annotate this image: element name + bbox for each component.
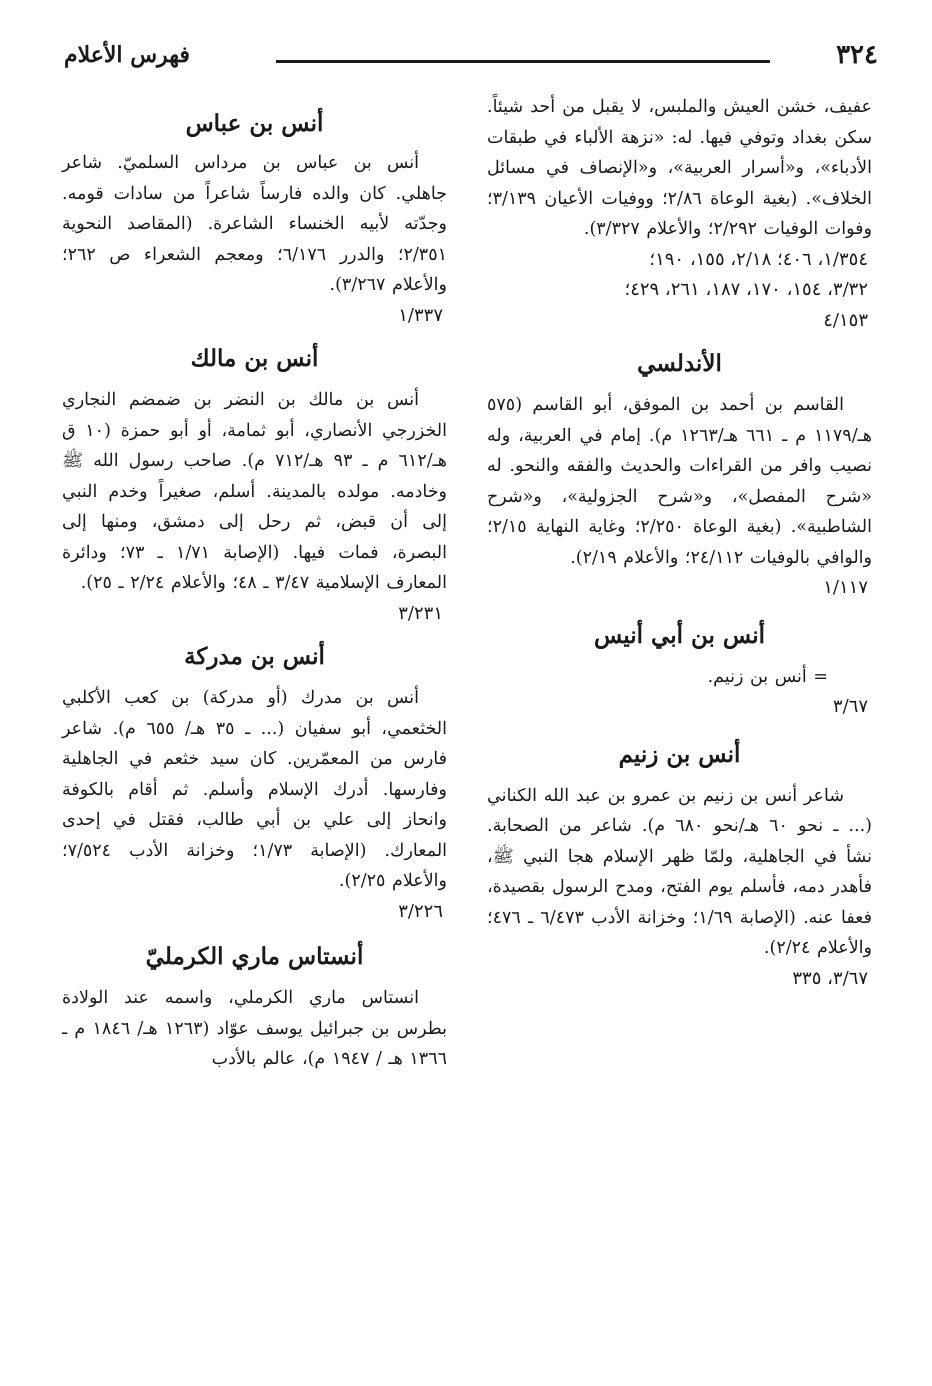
entry-title: أنس بن مدركة [184,643,325,670]
entry-anas-abi-unais [487,618,872,723]
left-column [62,92,447,1075]
entry-title: أنستاس ماري الكرمليّ [145,943,364,970]
entry-ref: ١/٣٥٤، ٤٠٦؛ ٢/١٨، ١٥٥، ١٩٠؛ [649,248,868,270]
page-header [64,40,878,80]
entry-andalusi [487,346,872,604]
entry-ref: ١/٣٣٧ [398,304,443,326]
entry-text: = أنس بن زنيم. [707,666,828,687]
entry-text: أنس بن عباس بن مرداس السلميّ. شاعر جاهلي. كان والده فارساً شاعراً من سادات قومه. وجدّته لأبيه الخنساء الشاعرة. (المقاصد النحوية ٢/٣٥١؛ والدرر ٦/١٧٦؛ ومعجم الشعراء ص ٢٦٢؛ والأعلام ٣/٢٦٧). [62,153,447,295]
page-number: ٣٢٤ [836,40,878,70]
entry-text: أنس بن مدرك (أو مدركة) بن كعب الأكلبي الخثعمي، أبو سفيان (... ـ ٣٥ هـ/ ٦٥٥ م). شاعر فارس من المعمّرين. كان سيد خثعم في الجاهلية وفارسها. أدرك الإسلام وأسلم. ثم أقام بالكوفة وانحاز إلى علي بن أبي طالب، فقتل في إحدى المعارك. (الإصابة ١/٧٣؛ وخزانة الأدب ٧/٥٢٤؛ والأعلام ٢/٢٥). [62,688,448,891]
entry-text: عفيف، خشن العيش والملبس، لا يقبل من أحد شيئاً. سكن بغداد وتوفي فيها. له: «نزهة الألباء في طبقات الأدباء»، و«أسرار العربية»، و«الإنصاف في مسائل الخلاف». (بغية الوعاة ٢/٨٦؛ ووفيات الأعيان ٣/١٣٩؛ وفوات الوفيات ٢/٢٩٢؛ والأعلام ٣/٣٢٧). [487,97,872,239]
entry-text: انستاس ماري الكرملي، واسمه عند الولادة بطرس بن جبرائيل يوسف عوّاد (١٢٦٣ هـ/ ١٨٤٦ م ـ ١٣٦٦ هـ / ١٩٤٧ م)، عالم بالأدب [62,988,447,1069]
entry-ref: ٣/٢٣١ [398,602,443,624]
entry-text: شاعر أنس بن زنيم بن عمرو بن عبد الله الكناني (... ـ نحو ٦٠ هـ/نحو ٦٨٠ م). شاعر من الصحابة. نشأ في الجاهلية، ولمّا ظهر الإسلام هجا النبي ﷺ، فأهدر دمه، فأسلم يوم الفتح، ومدح الرسول بقصيدة، فعفا عنه. (الإصابة ١/٦٩؛ وخزانة الأدب ٦/٤٧٣ ـ ٤٧٦؛ والأعلام ٢/٢٤). [487,785,873,958]
entry-anas-malik [62,341,447,629]
entry-ref: ٣/٢٢٦ [398,900,443,922]
entry-anas-abbas [62,106,447,331]
entry-ref: ٣/٦٧، ٣٣٥ [792,967,868,989]
entry-title: أنس بن مالك [190,345,319,372]
entry-title: أنس بن أبي أنيس [593,621,766,649]
entry-text: أنس بن مالك بن النضر بن ضمضم النجاري الخزرجي الأنصاري، أبو ثمامة، أو أبو حمزة (١٠ ق هـ/٦١٢ م ـ ٩٣ هـ/٧١٢ م). صاحب رسول الله ﷺ وخادمه. مولده بالمدينة. أسلم، صغيراً وخدم النبي إلى أن قبض، ثم رحل إلى دمشق، ومنها إلى البصرة، فمات فيها. (الإصابة ١/٧١ ـ ٧٣؛ ودائرة المعارف الإسلامية ٣/٤٧ ـ ٤٨؛ والأعلام ٢/٢٤ ـ ٢٥). [62,390,447,593]
entry-continuation [487,92,872,336]
header-rule [276,60,770,63]
entry-anas-zunaim [487,737,872,995]
entry-anas-mudrika [62,639,447,927]
right-column [487,92,872,994]
entry-anastas-karmali [62,939,447,1075]
entry-ref: ١/١١٧ [823,577,868,598]
entry-ref: ٤/١٥٣ [823,309,868,331]
entry-ref: ٣/٣٢، ١٥٤، ١٧٠، ١٨٧، ٢٦١، ٤٢٩؛ [624,279,868,300]
entry-text: القاسم بن أحمد بن الموفق، أبو القاسم (٥٧٥ هـ/١١٧٩ م ـ ٦٦١ هـ/١٢٦٣ م). إمام في العربية، وله نصيب وافر من القراءات والحديث والفقه والنحو. له «شرح المفصل»، و«شرح الجزولية»، و«شرح الشاطبية». (بغية الوعاة ٢/٢٥٠؛ وغاية النهاية ٢/١٥؛ والوافي بالوفيات ٢٤/١١٢؛ والأعلام ٢/١٩). [487,395,872,568]
running-title: فهرس الأعلام [64,42,190,68]
entry-title: أنس بن زنيم [618,740,741,768]
entry-title: أنس بن عباس [185,110,324,137]
entry-title: الأندلسي [637,350,722,377]
entry-ref: ٣/٦٧ [832,696,868,717]
